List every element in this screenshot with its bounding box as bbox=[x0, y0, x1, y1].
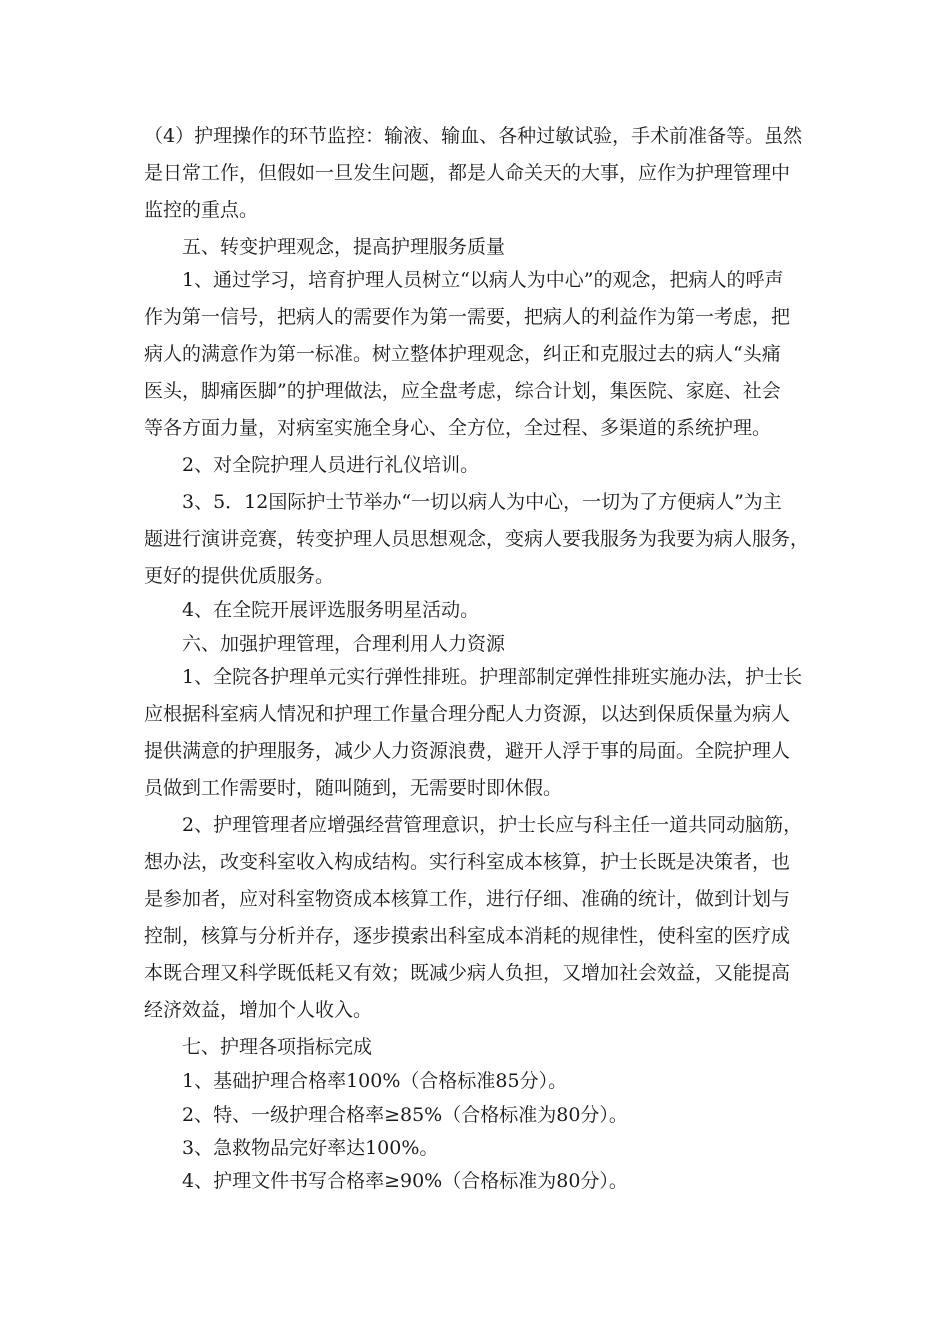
paragraph-line: 经济效益，增加个人收入。 bbox=[144, 999, 373, 1021]
paragraph-line: 控制，核算与分析并存，逐步摸索出科室成本消耗的规律性，使科室的医疗成 bbox=[144, 925, 791, 947]
paragraph-line: 医头，脚痛医脚”的护理做法，应全盘考虑，综合计划，集医院、家庭、社会 bbox=[144, 380, 781, 402]
paragraph-line: 员做到工作需要时，随叫随到，无需要时即休假。 bbox=[144, 777, 563, 799]
paragraph-line: 等各方面力量，对病室实施全身心、全方位，全过程、多渠道的系统护理。 bbox=[144, 417, 772, 439]
paragraph-line: 想办法，改变科室收入构成结构。实行科室成本核算，护士长既是决策者，也 bbox=[144, 851, 791, 873]
paragraph-line: 3、5．12国际护士节举办“一切以病人为中心，一切为了方便病人”为主 bbox=[182, 491, 782, 513]
paragraph-line: 本既合理又科学既低耗又有效；既减少病人负担，又增加社会效益，又能提高 bbox=[144, 962, 791, 984]
list-item: 3、急救物品完好率达100%。 bbox=[182, 1137, 439, 1159]
section-heading: 六、加强护理管理，合理利用人力资源 bbox=[182, 633, 506, 655]
list-item: 2、特、一级护理合格率≥85%（合格标准为80分）。 bbox=[182, 1104, 628, 1126]
paragraph-line: 作为第一信号，把病人的需要作为第一需要，把病人的利益作为第一考虑，把 bbox=[144, 306, 791, 328]
section-heading: 五、转变护理观念，提高护理服务质量 bbox=[182, 236, 506, 258]
paragraph-line: 监控的重点。 bbox=[144, 199, 259, 221]
paragraph-line: 1、通过学习，培育护理人员树立“以病人为中心”的观念，把病人的呼声 bbox=[182, 269, 784, 291]
paragraph-line: 2、护理管理者应增强经营管理意识，护士长应与科主任一道共同动脑筋， bbox=[182, 814, 803, 836]
list-item: 4、护理文件书写合格率≥90%（合格标准为80分）。 bbox=[182, 1170, 628, 1192]
paragraph-line: 提供满意的护理服务，减少人力资源浪费，避开人浮于事的局面。全院护理人 bbox=[144, 740, 791, 762]
paragraph-line: 是参加者，应对科室物资成本核算工作，进行仔细、准确的统计，做到计划与 bbox=[144, 888, 791, 910]
paragraph-line: 更好的提供优质服务。 bbox=[144, 565, 335, 587]
paragraph-line: 应根据科室病人情况和护理工作量合理分配人力资源，以达到保质保量为病人 bbox=[144, 703, 791, 725]
list-item: 1、基础护理合格率100%（合格标准85分）。 bbox=[182, 1070, 568, 1092]
paragraph-line: 是日常工作，但假如一旦发生问题，都是人命关天的大事，应作为护理管理中 bbox=[144, 162, 791, 184]
section-heading: 七、护理各项指标完成 bbox=[182, 1036, 373, 1058]
paragraph-line: 2、对全院护理人员进行礼仪培训。 bbox=[182, 454, 480, 476]
paragraph-line: 题进行演讲竞赛，转变护理人员思想观念，变病人要我服务为我要为病人服务， bbox=[144, 528, 810, 550]
paragraph-line: 病人的满意作为第一标准。树立整体护理观念，纠正和克服过去的病人“头痛 bbox=[144, 343, 781, 365]
paragraph-line: （4）护理操作的环节监控：输液、输血、各种过敏试验，手术前准备等。虽然 bbox=[144, 125, 803, 147]
paragraph-line: 1、全院各护理单元实行弹性排班。护理部制定弹性排班实施办法，护士长 bbox=[182, 666, 803, 688]
paragraph-line: 4、在全院开展评选服务明星活动。 bbox=[182, 599, 480, 621]
